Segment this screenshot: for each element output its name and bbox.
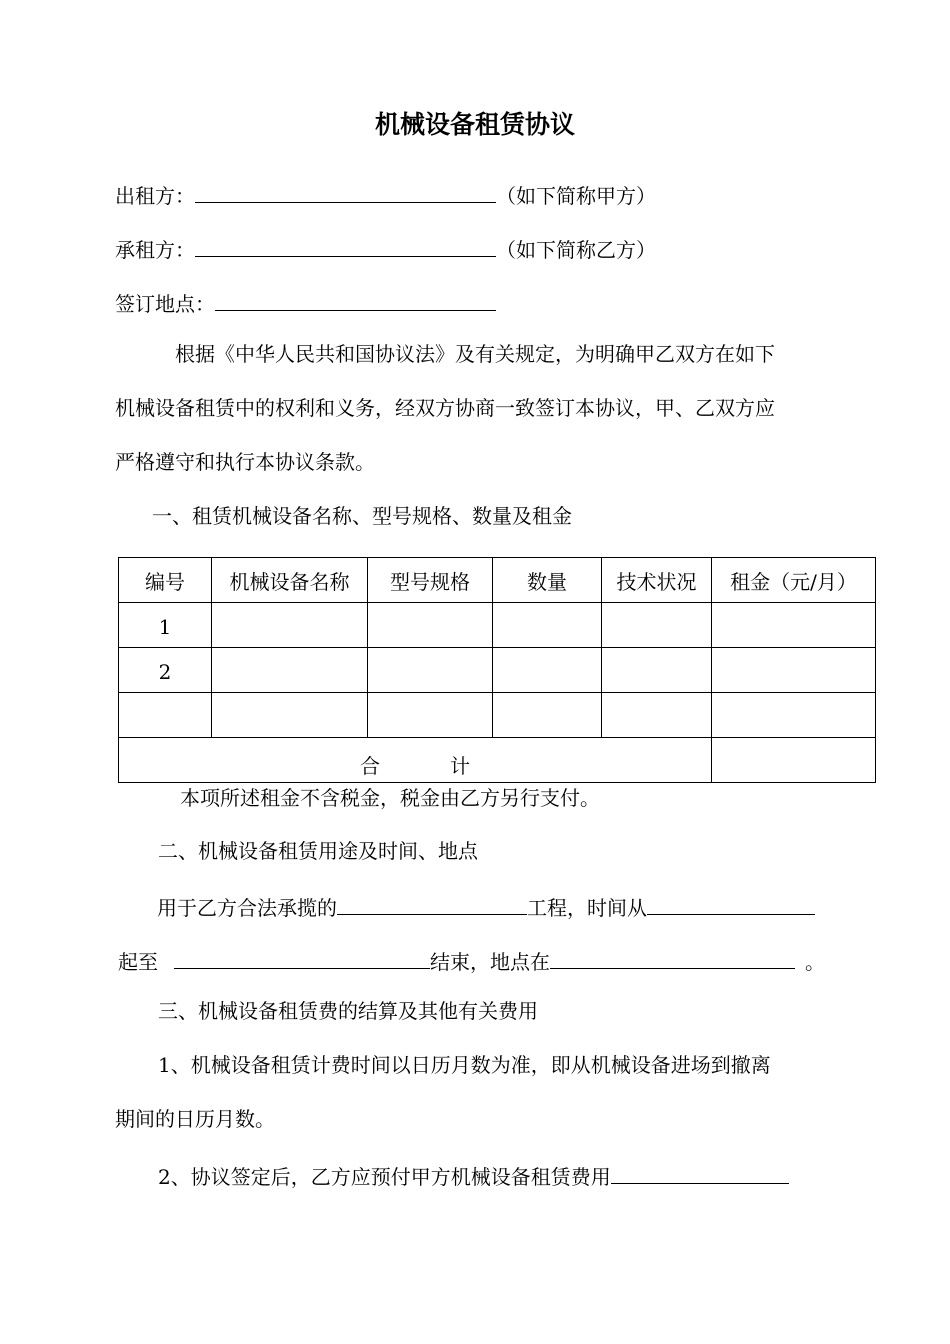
section2-heading: 二、机械设备租赁用途及时间、地点 <box>158 839 478 863</box>
table-cell[interactable] <box>712 648 876 693</box>
prepayment-blank[interactable] <box>611 1163 789 1184</box>
location-blank[interactable] <box>550 948 795 969</box>
lessee-line <box>115 236 656 260</box>
lessee-blank[interactable] <box>195 236 496 257</box>
table-cell[interactable] <box>368 693 493 738</box>
start-time-blank[interactable] <box>647 894 815 915</box>
equipment-table <box>118 557 876 783</box>
usage-text-a: 用于乙方合法承揽的 <box>157 896 337 920</box>
usage-text-end: 。 <box>805 950 825 974</box>
place-line <box>115 290 496 314</box>
table-cell[interactable] <box>212 693 368 738</box>
clause2-text: 2、协议签定后，乙方应预付甲方机械设备租赁费用 <box>158 1165 611 1189</box>
total-value-cell[interactable] <box>712 738 876 783</box>
header-cell-model: 型号规格 <box>368 558 493 603</box>
page-title: 机械设备租赁协议 <box>374 110 575 139</box>
usage-text-b: 工程，时间从 <box>527 896 647 920</box>
section3-heading: 三、机械设备租赁费的结算及其他有关费用 <box>158 999 538 1023</box>
place-label: 签订地点： <box>115 292 215 316</box>
total-label-cell <box>119 738 712 783</box>
header-cell-number: 编号 <box>119 558 212 603</box>
table-row <box>119 603 876 648</box>
table-cell[interactable] <box>602 603 712 648</box>
section1-heading: 一、租赁机械设备名称、型号规格、数量及租金 <box>152 504 572 528</box>
table-cell[interactable] <box>493 603 602 648</box>
preamble-line-3: 严格遵守和执行本协议条款。 <box>115 450 375 474</box>
header-cell-rent: 租金（元/月） <box>712 558 876 603</box>
end-time-blank[interactable] <box>174 948 430 969</box>
lessor-label: 出租方： <box>115 184 195 208</box>
table-row <box>119 693 876 738</box>
table-cell[interactable] <box>493 693 602 738</box>
table-row <box>119 648 876 693</box>
total-label-b: 计 <box>450 754 470 778</box>
table-cell[interactable] <box>368 648 493 693</box>
clause2-line-1 <box>158 1163 789 1187</box>
lessor-line <box>115 182 656 206</box>
header-cell-quantity: 数量 <box>493 558 602 603</box>
lessor-blank[interactable] <box>195 182 496 203</box>
clause1-line-2: 期间的日历月数。 <box>115 1107 275 1131</box>
lessor-note: （如下简称甲方） <box>496 184 656 208</box>
table-cell[interactable] <box>712 693 876 738</box>
table-cell[interactable] <box>602 648 712 693</box>
lessee-note: （如下简称乙方） <box>496 238 656 262</box>
header-cell-equipment-name: 机械设备名称 <box>212 558 368 603</box>
table-cell: 1 <box>119 603 212 648</box>
project-blank[interactable] <box>337 894 527 915</box>
usage-text-c: 起至 <box>118 950 158 974</box>
table-total-row <box>119 738 876 783</box>
table-cell[interactable] <box>119 693 212 738</box>
preamble-line-1: 根据《中华人民共和国协议法》及有关规定，为明确甲乙双方在如下 <box>175 342 775 366</box>
table-cell[interactable] <box>712 603 876 648</box>
table-cell[interactable] <box>368 603 493 648</box>
usage-text-d: 结束，地点在 <box>430 950 550 974</box>
clause1-line-1: 1、机械设备租赁计费时间以日历月数为准，即从机械设备进场到撤离 <box>158 1053 771 1077</box>
total-label-a: 合 <box>360 754 380 778</box>
rent-tax-note: 本项所述租金不含税金，税金由乙方另行支付。 <box>180 786 600 810</box>
table-header-row <box>119 558 876 603</box>
preamble-line-2: 机械设备租赁中的权利和义务，经双方协商一致签订本协议，甲、乙双方应 <box>115 396 775 420</box>
usage-line-1 <box>157 894 815 918</box>
table-cell[interactable] <box>493 648 602 693</box>
table-cell[interactable] <box>602 693 712 738</box>
lessee-label: 承租方： <box>115 238 195 262</box>
place-blank[interactable] <box>215 290 496 311</box>
table-cell[interactable] <box>212 603 368 648</box>
table-cell[interactable] <box>212 648 368 693</box>
table-cell: 2 <box>119 648 212 693</box>
usage-line-2 <box>118 948 825 972</box>
header-cell-condition: 技术状况 <box>602 558 712 603</box>
